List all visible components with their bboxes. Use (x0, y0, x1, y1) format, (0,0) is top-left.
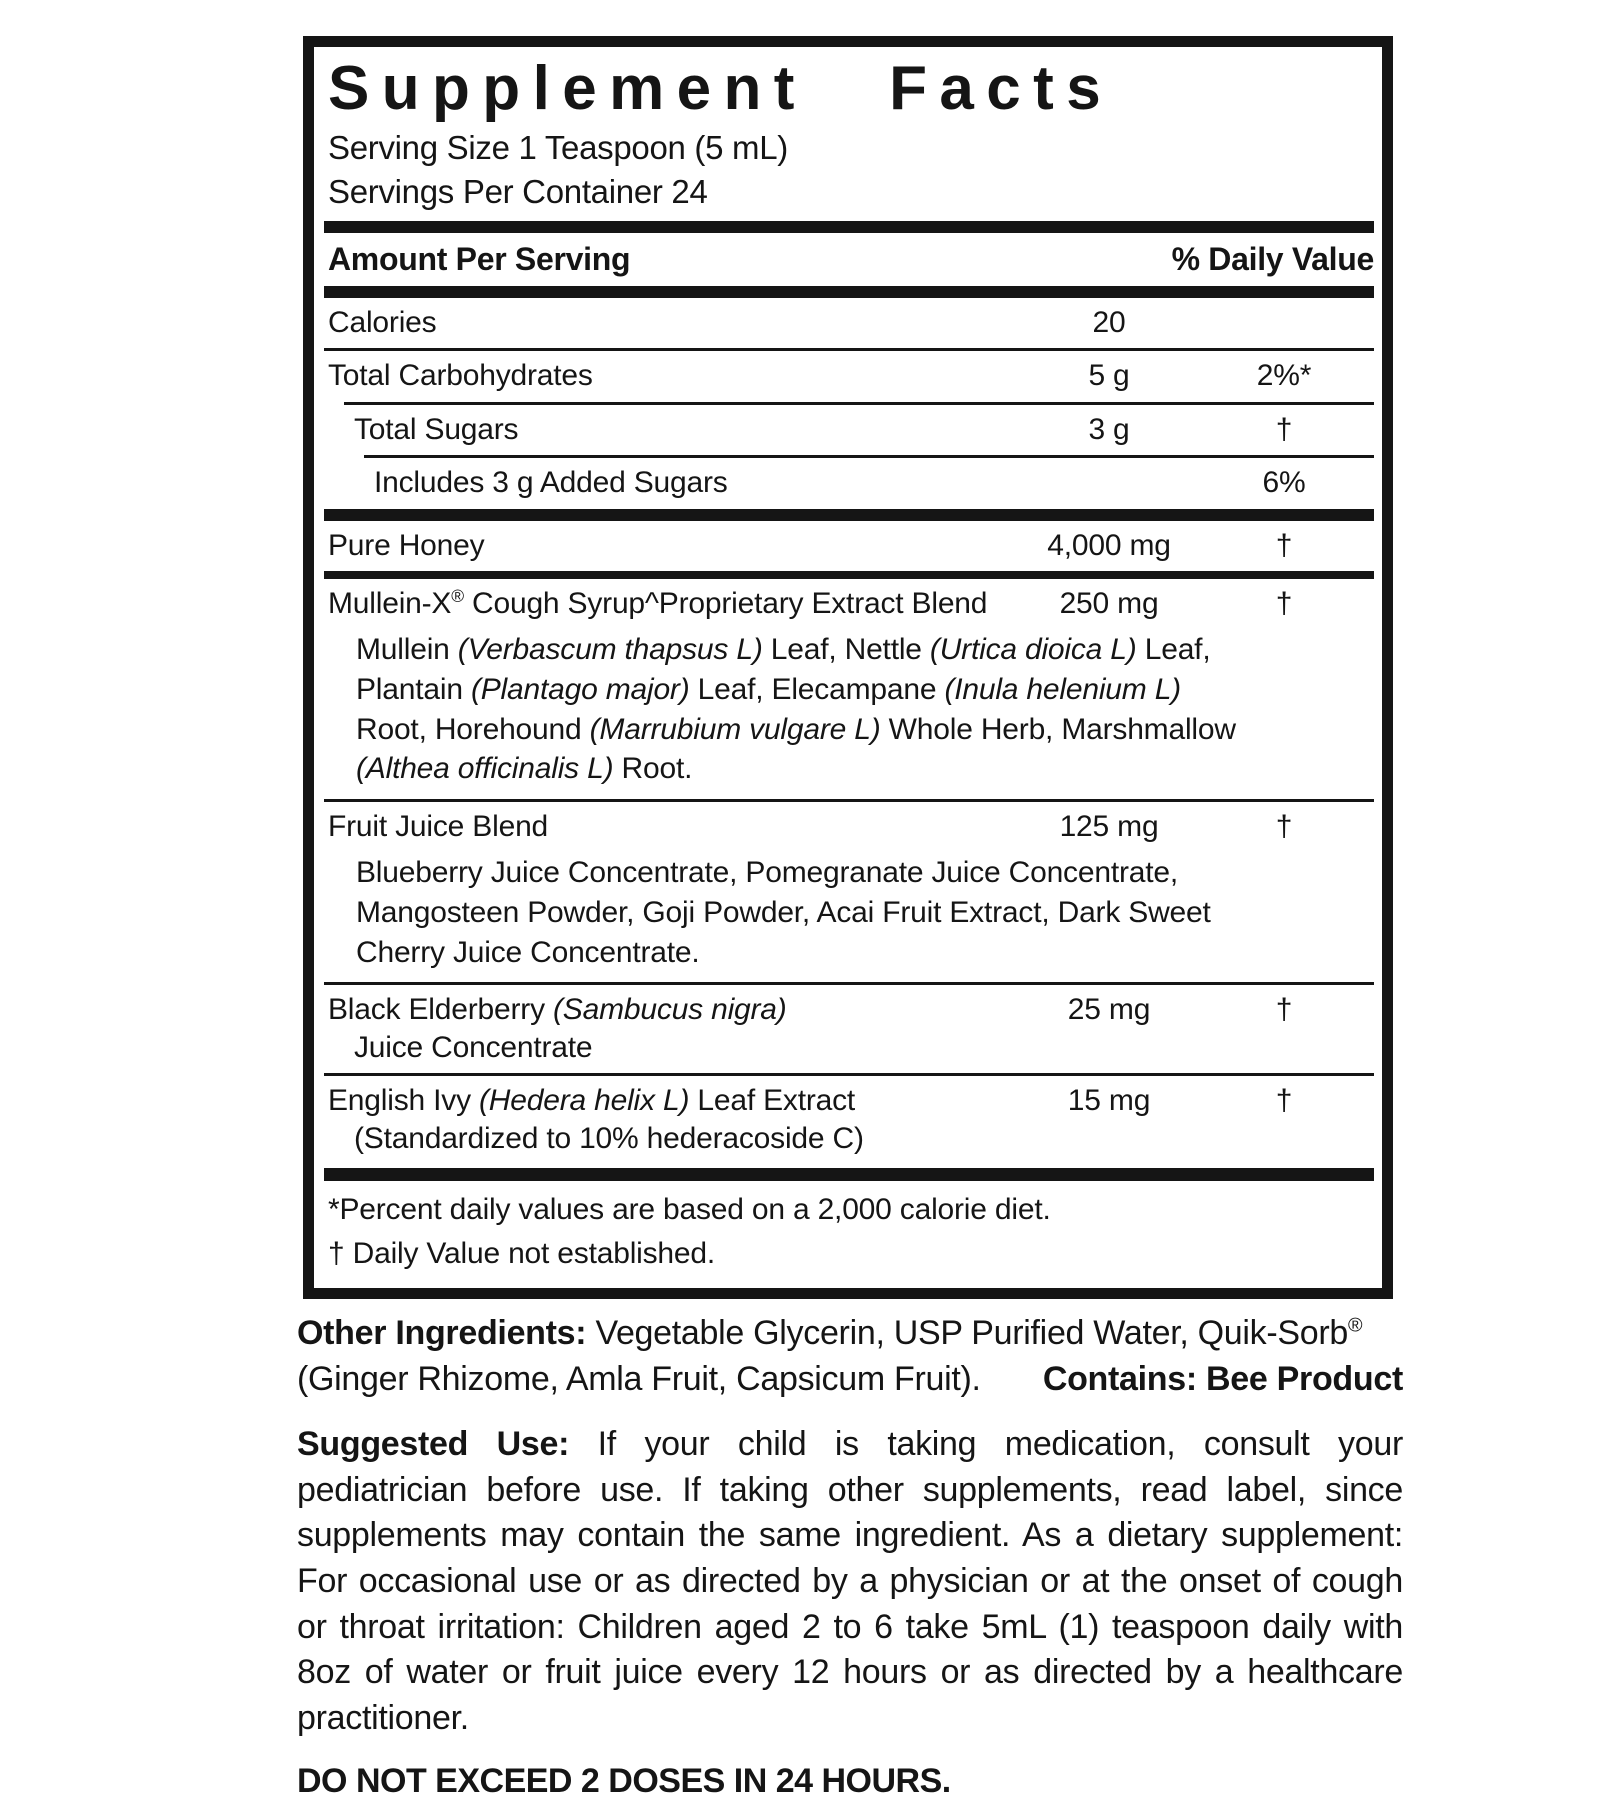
text-segment: Leaf, Elecampane (689, 672, 945, 706)
divider-thick (324, 221, 1374, 233)
table-row (324, 579, 1374, 630)
text-segment: Fruit Juice Blend (328, 810, 549, 844)
amount-value: 15 mg (1067, 1084, 1151, 1118)
dosage-warning: DO NOT EXCEED 2 DOSES IN 24 HOURS. (297, 1762, 951, 1801)
text-segment: (Hedera helix L) (479, 1084, 690, 1118)
footnotes (324, 1181, 1374, 1274)
row-divider (324, 571, 1374, 579)
ingredient-name (328, 464, 1024, 502)
table-row (324, 298, 1374, 349)
amount-value: 3 g (1088, 412, 1130, 446)
daily-value-header: % Daily Value (1171, 240, 1374, 277)
row-divider (324, 509, 1374, 521)
contains-statement: Contains: Bee Product (1042, 1359, 1403, 1398)
ingredient-description (324, 853, 1374, 983)
suggested-use-label: Suggested Use: (297, 1425, 570, 1464)
label-canvas (297, 36, 1403, 1805)
ingredient-name-line2 (328, 1120, 1024, 1158)
table-row (324, 521, 1374, 572)
divider-thick (324, 286, 1374, 298)
serving-size: Serving Size 1 Teaspoon (5 mL) (328, 129, 788, 167)
daily-value: 6% (1262, 466, 1306, 500)
table-row (324, 458, 1374, 509)
text-segment: (Urtica dioica L) (929, 632, 1137, 666)
table-row (324, 985, 1374, 1073)
table-row (324, 802, 1374, 853)
other-ingredients-label: Other Ingredients: (297, 1314, 587, 1353)
ingredient-name (328, 808, 1024, 846)
text-segment: Leaf, Plantain (356, 632, 1211, 706)
table-row (324, 1076, 1374, 1164)
other-ingredients-text: Vegetable Glycerin, USP Purified Water, Quik-Sorb (586, 1314, 1348, 1353)
suggested-use-text: If your child is taking medication, consult your pediatrician before use. If taking other supplements, read label, since supplements may contain the same ingredient. As a dietary supplement: For occasional use or as directed by a physician or at the onset of cough or throat irritation: Children aged 2 to 6 take 5mL (1) teaspoon daily with 8oz of water or fruit juice every 12 hours or as directed by a healthcare practitioner. (297, 1425, 1403, 1737)
amount-value: 125 mg (1059, 810, 1159, 844)
footnote: *Percent daily values are based on a 2,000 calorie diet. (328, 1193, 1051, 1227)
text-segment: (Marrubium vulgare L) (589, 712, 881, 746)
amount-per-serving-header: Amount Per Serving (328, 240, 631, 277)
other-ingredients (297, 1311, 1403, 1357)
registered-mark: ® (451, 586, 464, 607)
text-segment: Includes 3 g Added Sugars (374, 466, 728, 500)
facts-rows (324, 298, 1374, 1165)
amount-value: 4,000 mg (1047, 528, 1171, 562)
amount-value: 250 mg (1059, 587, 1159, 621)
text-segment: Total Carbohydrates (328, 359, 593, 393)
daily-value: 2%* (1256, 359, 1312, 393)
text-segment: Leaf Extract (689, 1084, 856, 1118)
text-segment: Mullein (356, 632, 458, 666)
ingredient-name (328, 585, 1024, 623)
amount-value: 25 mg (1067, 993, 1151, 1027)
text-segment: (Sambucus nigra) (553, 993, 787, 1027)
text-segment: Root. (613, 752, 693, 786)
text-segment: (Plantago major) (470, 672, 690, 706)
text-segment: Leaf, Nettle (762, 632, 930, 666)
daily-value: † (1275, 993, 1293, 1027)
text-segment: Whole Herb, Marshmallow (880, 712, 1236, 746)
text-segment: Pure Honey (328, 528, 485, 562)
daily-value: † (1275, 528, 1293, 562)
registered-mark: ® (1348, 1314, 1363, 1337)
daily-value: † (1275, 587, 1293, 621)
text-segment: Calories (328, 305, 437, 339)
suggested-use (297, 1422, 1403, 1741)
amount-value: 20 (1092, 305, 1126, 339)
text-segment: Blueberry Juice Concentrate, Pomegranate Juice Concentrate, Mangosteen Powder, Goji Powder, Acai Fruit Extract, Dark Sweet Cherry Juice Concentrate. (356, 855, 1211, 969)
table-row (324, 405, 1374, 456)
ingredient-name (328, 411, 1024, 449)
supplement-facts-panel (303, 36, 1393, 1299)
ingredient-name (328, 991, 1024, 1066)
text-segment: Total Sugars (354, 412, 519, 446)
ingredient-name (328, 527, 1024, 565)
other-ingredients-line2 (297, 1357, 1403, 1403)
daily-value: † (1275, 1084, 1293, 1118)
text-segment: Mullein-X (328, 587, 452, 621)
text-segment: English Ivy (328, 1084, 479, 1118)
daily-value: † (1275, 810, 1293, 844)
text-segment: Juice Concentrate (354, 1030, 593, 1064)
column-header-row (324, 233, 1374, 286)
table-row (324, 351, 1374, 402)
footnote: † Daily Value not established. (328, 1236, 716, 1270)
ingredient-description (324, 630, 1374, 800)
ingredient-name-line2 (328, 1029, 1024, 1067)
daily-value: † (1275, 412, 1293, 446)
divider-xthick (324, 1168, 1374, 1181)
ingredient-name (328, 1082, 1024, 1157)
text-segment: (Inula helenium L) (944, 672, 1181, 706)
text-segment: (Standardized to 10% hederacoside C) (354, 1121, 864, 1155)
ingredient-name (328, 304, 1024, 342)
amount-value: 5 g (1088, 359, 1130, 393)
additional-info (297, 1311, 1403, 1804)
text-segment: Root, Horehound (356, 712, 590, 746)
ingredient-name (328, 357, 1024, 395)
text-segment: (Verbascum thapsus L) (457, 632, 763, 666)
text-segment: Black Elderberry (328, 993, 554, 1027)
text-segment: Cough Syrup^Proprietary Extract Blend (463, 587, 988, 621)
other-ingredients-text2: (Ginger Rhizome, Amla Fruit, Capsicum Fruit). (297, 1359, 981, 1398)
text-segment: (Althea officinalis L) (356, 752, 614, 786)
servings-per-container: Servings Per Container 24 (328, 173, 708, 211)
panel-title: Supplement Facts (328, 54, 1114, 123)
